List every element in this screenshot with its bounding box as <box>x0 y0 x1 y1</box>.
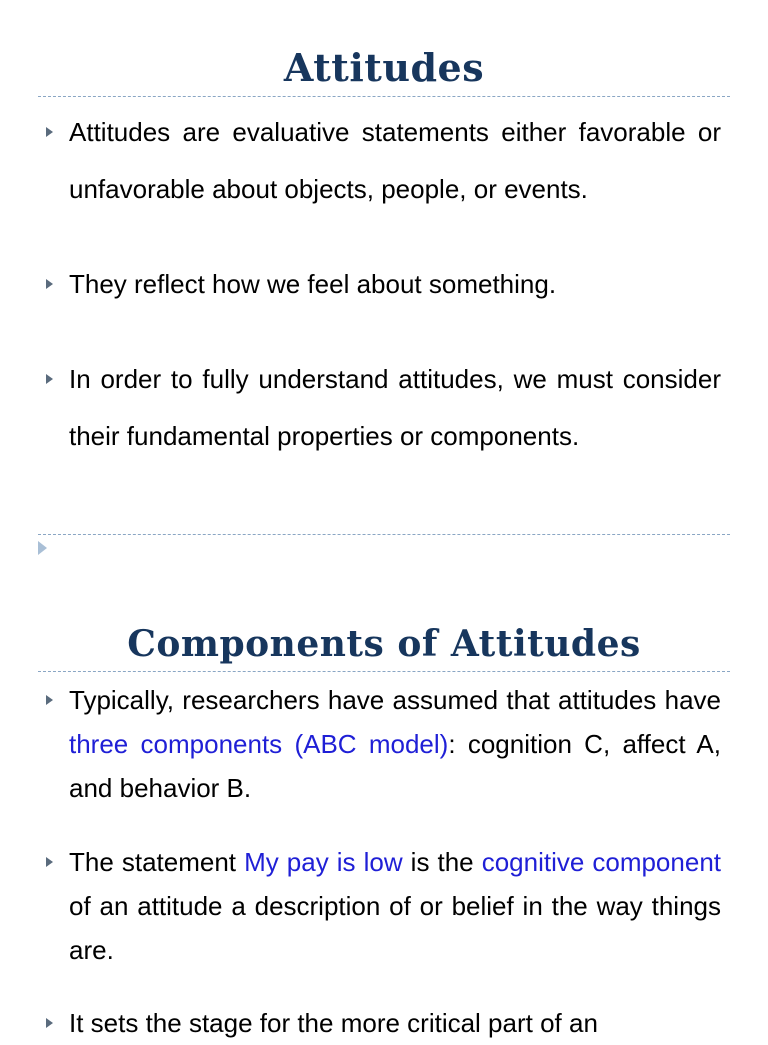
text-run: The statement <box>69 847 245 877</box>
slide-footer-arrow-icon <box>38 541 47 555</box>
bullet-text: It sets the stage for the more critical part of an <box>69 1008 598 1038</box>
bullet-arrow-icon <box>46 1018 53 1028</box>
highlight-text: My pay is low <box>244 847 403 877</box>
slide-title: Components of Attitudes <box>127 623 641 665</box>
bullet-text: Attitudes are evaluative statements either favorable or unfavorable about objects, people, or events. <box>69 117 721 204</box>
bullet-arrow-icon <box>46 374 53 384</box>
bullet-text: In order to fully understand attitudes, we must consider their fundamental properties or components. <box>69 364 721 451</box>
bullet-text: They reflect how we feel about something. <box>69 269 557 299</box>
bullet-arrow-icon <box>46 279 53 289</box>
bullet-text <box>69 678 721 810</box>
text-run: : cognition C, affect A, and behavior B. <box>69 729 721 803</box>
bullet-arrow-icon <box>46 857 53 867</box>
slide-bottom-divider <box>38 534 730 535</box>
text-run: of an attitude a description of or belief in the way things are. <box>69 891 721 965</box>
title-divider <box>38 96 730 97</box>
title-divider <box>38 671 730 672</box>
text-run: Typically, researchers have assumed that attitudes have <box>69 685 721 715</box>
highlight-text: cognitive component <box>481 847 721 877</box>
bullet-arrow-icon <box>46 695 53 705</box>
slide-components-of-attitudes <box>0 560 768 1038</box>
text-run: is the <box>402 847 482 877</box>
slide-title: Attitudes <box>283 45 485 90</box>
bullet-arrow-icon <box>46 127 53 137</box>
bullet-text <box>69 840 721 972</box>
highlight-text: three components (ABC model) <box>69 729 449 759</box>
